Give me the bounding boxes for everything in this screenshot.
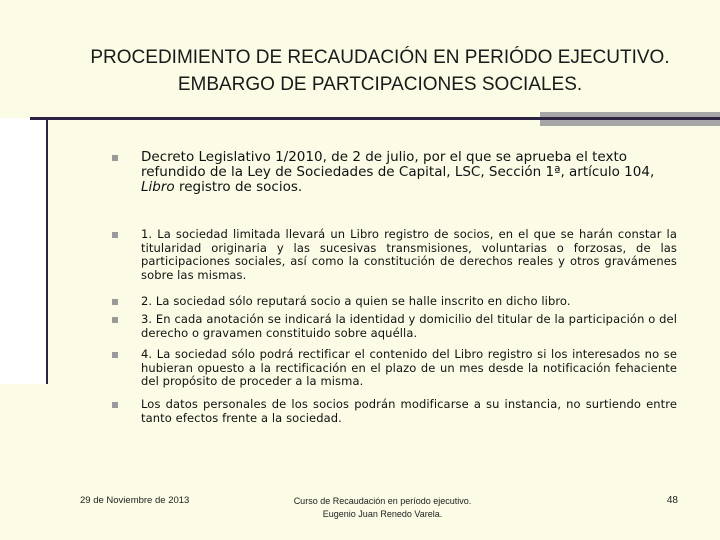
title-rule bbox=[30, 117, 720, 120]
bullet-text: Los datos personales de los socios podrán modificarse a su instancia, no surtiendo entre tanto efectos frente a la sociedad. bbox=[141, 397, 677, 425]
bullet-marker bbox=[112, 155, 118, 161]
footer-date: 29 de Noviembre de 2013 bbox=[80, 495, 190, 506]
footer-course-line2: Eugenio Juan Renedo Varela. bbox=[322, 509, 443, 519]
slide-title bbox=[60, 44, 700, 98]
slide-title-line1: PROCEDIMIENTO DE RECAUDACIÓN EN PERIÓDO EJECUTIVO. bbox=[90, 47, 670, 68]
bullet-marker bbox=[112, 402, 118, 408]
slide-title-line2: EMBARGO DE PARTCIPACIONES SOCIALES. bbox=[177, 74, 583, 95]
bullet-text: 3. En cada anotación se indicará la identidad y domicilio del titular de la participación o del derecho o gravamen constituido sobre aquélla. bbox=[141, 312, 677, 340]
bullet-text: 2. La sociedad sólo reputará socio a quien se halle inscrito en dicho libro. bbox=[141, 294, 571, 308]
bullet-marker bbox=[112, 299, 118, 305]
bullet-text: Decreto Legislativo 1/2010, de 2 de julio, por el que se aprueba el texto refundido de la Ley de Sociedades de Capital, LSC, Sección 1ª, artículo 104, Libro registro de socios. bbox=[141, 149, 655, 195]
left-panel bbox=[0, 118, 48, 384]
footer-course-line1: Curso de Recaudación en período ejecutivo. bbox=[293, 496, 472, 506]
bullet-text: 4. La sociedad sólo podrá rectificar el contenido del Libro registro si los interesados no se hubieran opuesto a la rectificación en el plazo de un mes desde la notificación fehaciente del propósito de proceder a la misma. bbox=[141, 347, 677, 388]
left-divider bbox=[46, 118, 48, 384]
page-number: 48 bbox=[666, 495, 678, 506]
footer-course bbox=[255, 495, 510, 521]
bullet-marker bbox=[112, 232, 118, 238]
bullet-text: 1. La sociedad limitada llevará un Libro registro de socios, en el que se harán constar la titularidad originaria y las sucesivas transmisiones, voluntarias o forzosas, de las participaciones sociales, así como la constitución de derechos reales y otros gravámenes sobre las mismas. bbox=[141, 227, 677, 282]
bullet-marker bbox=[112, 352, 118, 358]
bullet-marker bbox=[112, 317, 118, 323]
